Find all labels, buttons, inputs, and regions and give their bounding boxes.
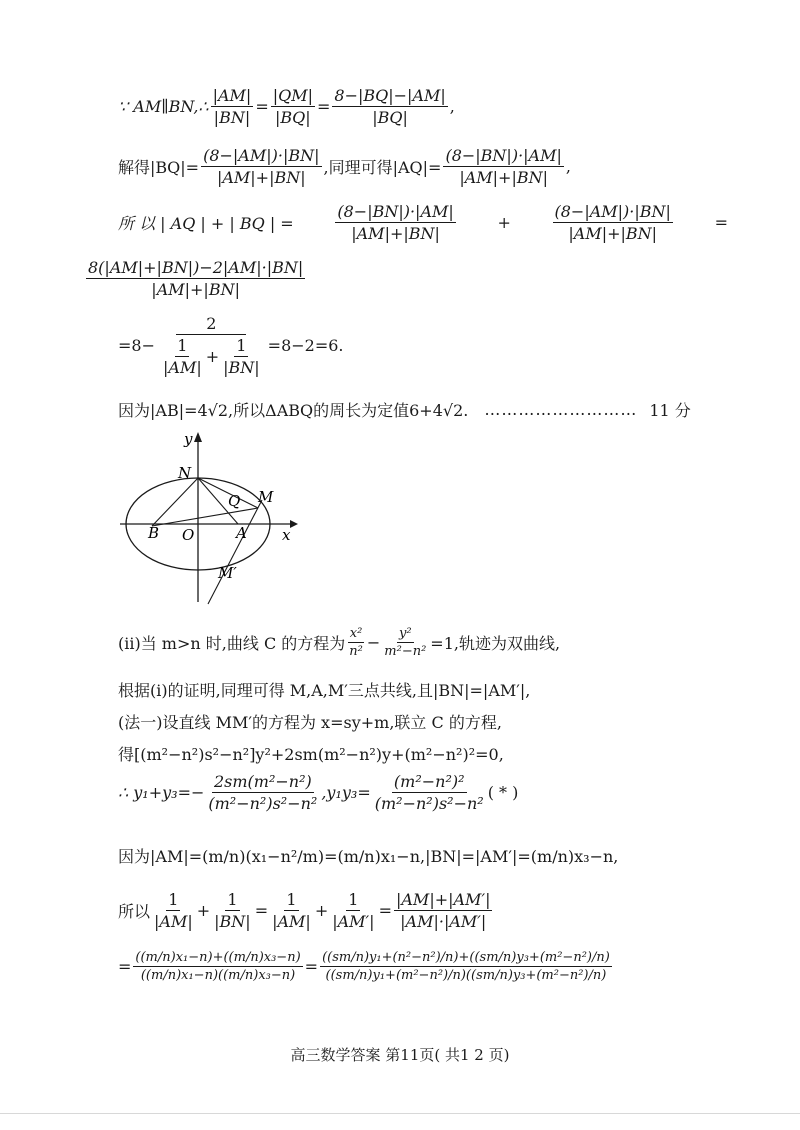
fraction — [332, 86, 447, 127]
numerator: x² — [349, 626, 363, 641]
numerator: ((sm/n)y₁+(n²−n²)/n)+((sm/n)y₃+(m²−n²)/n) — [322, 950, 610, 965]
denominator: |BQ| — [275, 108, 311, 127]
score-dots: ……………………… — [484, 400, 638, 419]
denominator: |AM|+|BN| — [151, 280, 240, 299]
numerator: (8−|BN|)·|AM| — [337, 202, 454, 221]
text: (法一)设直线 MM′的方程为 x=sy+m,联立 C 的方程, — [118, 713, 502, 732]
ellipse-figure — [112, 430, 302, 610]
denominator: |AM|+|BN| — [216, 168, 306, 187]
text: ( * ) — [487, 783, 519, 802]
text: ,y₁y₃= — [321, 783, 371, 802]
eq-line-6 — [118, 398, 730, 421]
denominator: |AM′| — [332, 912, 375, 931]
fraction — [335, 202, 455, 243]
fraction — [221, 336, 262, 377]
numerator: 8(|AM|+|BN|)−2|AM|·|BN| — [88, 258, 304, 277]
eq-line-14: = $\frac{\text{((m/n)x₁−n)+((m/n)x₃−n)}}{\text{((m/n)x₁−n)((m/n)x₃−n)}}$ = $\frac{\text{((sm/n)y₁+(n²−n²)/n)+((sm/n)y₃+(m²−n²)/n)}}{\text{((sm/n)y₁+(m²−n²)/n)((sm/n)y₃+(m²−n²)/n)}}$ — [118, 950, 610, 983]
fraction — [320, 950, 612, 983]
denominator: |AM|+|BN| — [459, 168, 548, 187]
text: (ⅱ)当 m>n 时,曲线 C 的方程为 — [118, 634, 346, 653]
eq-line-11 — [118, 772, 518, 813]
denominator: |AM|·|AM′| — [400, 912, 487, 931]
fraction — [553, 202, 673, 243]
text: 根据(ⅰ)的证明,同理可得 M,A,M′三点共线,且|BN|=|AM′|, — [118, 681, 531, 700]
numerator: (8−|BN|)·|AM| — [445, 146, 562, 165]
eq-line-12 — [118, 844, 618, 867]
numerator: 1 — [286, 890, 297, 909]
fraction — [347, 626, 365, 659]
numerator: 1 — [227, 890, 238, 909]
denominator: $\frac{1}{|AM|}$ + $\frac{1}{|BN|}$ — [163, 336, 260, 377]
eq-line-2: 解得|BQ|= $\frac{(8-|AM|)\cdot|BN|}{|AM|+|BN|}$ ,同理可得|AQ|= $\frac{(8-|BN|)\cdot|AM|}{|AM|+|BN|}$ , — [118, 146, 571, 187]
numerator: ((m/n)x₁−n)+((m/n)x₃−n) — [135, 950, 301, 965]
eq-line-7: (ⅱ)当 m>n 时,曲线 C 的方程为 $\frac{\text{x²}}{\text{n²}}$ − $\frac{\text{y²}}{\text{m²−n²}}$ =1,轨迹为双曲线, — [118, 626, 561, 659]
denominator: |BQ| — [372, 108, 408, 127]
fraction — [211, 86, 254, 127]
fraction — [212, 890, 253, 931]
denominator: m²−n² — [384, 644, 427, 659]
denominator: |BN| — [223, 358, 260, 377]
text: =8−2=6. — [267, 336, 344, 355]
denominator: |AM| — [163, 358, 202, 377]
numerator: 2 — [176, 314, 246, 335]
fraction — [271, 86, 315, 127]
eq-line-10 — [118, 742, 504, 765]
text: ∴ y₁+y₃=− — [118, 783, 205, 802]
numerator: 8−|BQ|−|AM| — [334, 86, 446, 105]
denominator: (m²−n²)s²−n² — [374, 794, 484, 813]
eq-line-13: 所以 $\frac{1}{|AM|}$ + $\frac{1}{|BN|}$ = $\frac{1}{|AM|}$ + $\frac{1}{|AM'|}$ = $\frac{|AM|+|AM'|}{|AM|\cdot|AM'|}$ — [118, 890, 491, 931]
numerator: |AM|+|AM′| — [395, 890, 491, 909]
denominator: ((m/n)x₁−n)((m/n)x₃−n) — [140, 968, 296, 983]
divider — [0, 1113, 800, 1114]
denominator: n² — [349, 644, 363, 659]
label-x: x — [282, 526, 291, 544]
numerator: 1 — [168, 890, 179, 909]
fraction — [330, 890, 376, 931]
numerator: 1 — [177, 336, 188, 355]
fraction — [394, 890, 492, 931]
y-axis-arrow — [194, 432, 202, 442]
text: 解得|BQ|= — [118, 158, 200, 177]
denominator: |BN| — [214, 912, 251, 931]
denominator: |BN| — [213, 108, 251, 127]
text: 因为|AM|=(m/n)(x₁−n²/m)=(m/n)x₁−n,|BN|=|AM′|=(m/n)x₃−n, — [118, 847, 619, 866]
numerator: |QM| — [272, 86, 313, 105]
text: 因为|AB|=4√2,所以ΔABQ的周长为定值6+4√2. — [118, 401, 469, 420]
eq-line-4 — [84, 258, 307, 299]
x-axis-arrow — [290, 520, 298, 528]
text: =8− — [118, 336, 155, 355]
label-M-prime: M′ — [218, 564, 237, 582]
fraction — [161, 336, 204, 377]
fraction — [206, 772, 319, 813]
label-A: A — [236, 524, 247, 542]
eq-line-5 — [118, 314, 344, 377]
numerator: |AM| — [212, 86, 252, 105]
denominator: |AM|+|BN| — [351, 224, 440, 243]
label-B: B — [148, 524, 160, 542]
text: =1,轨迹为双曲线, — [430, 634, 561, 653]
fraction — [443, 146, 563, 187]
denominator: (m²−n²)s²−n² — [208, 794, 318, 813]
fraction — [133, 950, 302, 983]
numerator: y² — [399, 626, 412, 641]
label-y: y — [184, 430, 193, 448]
numerator: 1 — [348, 890, 359, 909]
numerator: 1 — [236, 336, 247, 355]
eq-line-8 — [118, 678, 530, 701]
text: ,同理可得|AQ|= — [323, 158, 442, 177]
text: 所 以 | AQ | + | BQ | = — [118, 214, 294, 233]
page-footer: 高三数学答案 第11页( 共1 2 页) — [290, 1046, 510, 1064]
fraction — [86, 258, 305, 299]
numerator: (m²−n²)² — [393, 772, 465, 791]
denominator: |AM| — [272, 912, 311, 931]
eq-line-1: ∵ AM∥BN,∴ $\frac{|AM|}{|BN|}$ = $\frac{|QM|}{|BQ|}$ = $\frac{8-|BQ|-|AM|}{|BQ|}$ , — [118, 86, 455, 127]
fraction — [152, 890, 195, 931]
denominator: |AM|+|BN| — [568, 224, 658, 243]
fraction — [373, 772, 486, 813]
eq-line-3: 所 以 | AQ | + | BQ | = $\frac{(8-|BN|)\cdot|AM|}{|AM|+|BN|}$ + $\frac{(8-|AM|)\cdot|BN|}{|AM|+|BN|}$ = — [118, 202, 728, 243]
numerator: (8−|AM|)·|BN| — [203, 146, 320, 165]
fraction — [270, 890, 313, 931]
numerator: (8−|AM|)·|BN| — [554, 202, 671, 221]
text: ∵ AM∥BN,∴ — [118, 97, 209, 116]
label-Q: Q — [228, 492, 241, 510]
text: 得[(m²−n²)s²−n²]y²+2sm(m²−n²)y+(m²−n²)²=0, — [118, 745, 504, 764]
eq-line-9 — [118, 710, 502, 733]
label-N: N — [178, 464, 192, 482]
denominator: ((sm/n)y₁+(m²−n²)/n)((sm/n)y₃+(m²−n²)/n) — [325, 968, 607, 983]
text: 所以 — [118, 902, 151, 921]
fraction — [382, 626, 428, 659]
numerator: 2sm(m²−n²) — [213, 772, 312, 791]
label-M: M — [258, 488, 274, 506]
fraction — [157, 314, 266, 377]
label-O: O — [182, 526, 195, 544]
fraction — [201, 146, 321, 187]
score: 11 分 — [649, 401, 691, 420]
denominator: |AM| — [154, 912, 193, 931]
